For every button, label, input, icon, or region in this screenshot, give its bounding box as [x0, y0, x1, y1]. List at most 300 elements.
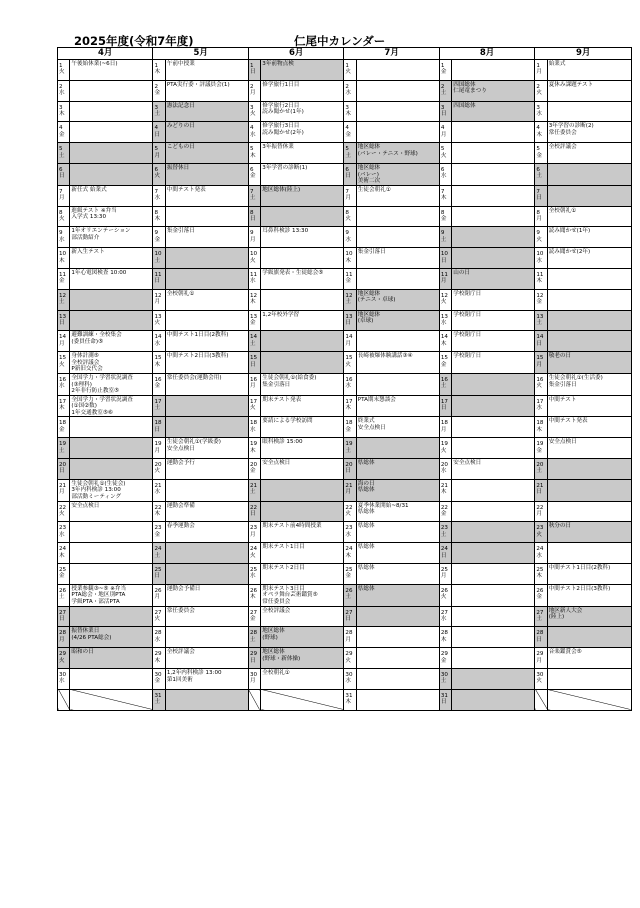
day-cell	[58, 227, 70, 248]
weekday-label: 火	[249, 111, 256, 117]
day-cell	[535, 648, 547, 669]
weekday-label: 水	[345, 678, 352, 685]
weekday-label: 月	[440, 131, 447, 138]
day-number: 4	[345, 125, 349, 132]
calendar-row	[58, 395, 632, 417]
weekday-label: 金	[249, 616, 256, 623]
weekday-label: 火	[536, 90, 542, 97]
event-cell: 避難訓練・全校集会 (委員任命)⑤	[70, 331, 153, 352]
day-number: 16	[249, 376, 258, 383]
calendar-body	[58, 60, 632, 711]
weekday-label: 火	[536, 531, 542, 538]
weekday-label: 木	[440, 489, 447, 496]
event-cell: 3年学習の診断(1)	[261, 163, 344, 185]
event-cell: 修学旅行3日目 読み聞かせ(2年)	[261, 122, 344, 143]
event-cell: 学校閉庁日	[452, 331, 535, 352]
event-cell: 県総体	[356, 522, 439, 543]
event-cell	[452, 522, 535, 543]
day-cell	[58, 606, 70, 627]
event-cell: 耳鼻科検診 13:30	[261, 227, 344, 248]
day-cell	[58, 438, 70, 459]
day-cell	[344, 101, 356, 122]
weekday-label: 木	[154, 511, 161, 518]
weekday-label: 日	[345, 173, 352, 180]
weekday-label: 水	[249, 131, 256, 138]
weekday-label: 木	[249, 152, 256, 159]
day-number: 5	[345, 146, 349, 153]
event-cell	[70, 543, 153, 564]
day-cell	[58, 417, 70, 438]
day-cell	[344, 669, 356, 690]
day-cell	[58, 564, 70, 585]
event-cell: 全校評議会	[165, 648, 248, 669]
day-cell	[535, 606, 547, 627]
month-header-row	[58, 48, 632, 60]
day-number: 28	[154, 630, 162, 637]
day-number: 10	[249, 251, 258, 258]
weekday-label: 火	[345, 361, 352, 368]
day-cell	[248, 163, 260, 185]
day-number: 2	[59, 83, 63, 90]
event-cell	[70, 143, 153, 164]
day-cell	[153, 584, 165, 606]
day-cell	[535, 163, 547, 185]
day-cell	[439, 143, 451, 164]
day-cell	[439, 648, 451, 669]
weekday-label: 日	[154, 131, 161, 138]
day-cell	[248, 101, 260, 122]
day-number: 13	[59, 313, 67, 320]
calendar-row	[58, 669, 632, 690]
day-cell	[153, 143, 165, 164]
day-number: 11	[249, 271, 258, 278]
day-cell	[344, 627, 356, 648]
weekday-label: 日	[440, 405, 447, 412]
day-cell	[153, 206, 165, 227]
day-number: 8	[536, 209, 540, 216]
event-cell: 常任委員会	[165, 606, 248, 627]
event-cell: 新任式 始業式	[70, 185, 153, 206]
weekday-label: 金	[536, 594, 542, 601]
day-number: 15	[536, 355, 544, 362]
event-cell	[70, 80, 153, 101]
event-cell: 新入生テスト	[70, 248, 153, 269]
day-cell	[344, 331, 356, 352]
day-cell	[535, 373, 547, 395]
event-cell	[70, 122, 153, 143]
day-cell	[248, 479, 260, 501]
calendar-row	[58, 206, 632, 227]
calendar-row	[58, 479, 632, 501]
day-number: 11	[154, 271, 162, 278]
weekday-label: 木	[345, 552, 352, 559]
day-number: 25	[249, 567, 258, 574]
day-number: 9	[345, 230, 349, 237]
day-number: 6	[249, 166, 254, 173]
day-number: 8	[440, 209, 445, 216]
weekday-label: 土	[440, 678, 447, 685]
event-cell: 生徒会朝礼①(生徒会) 3年内科検診 13:00 部活動ミーティング	[70, 479, 153, 501]
day-cell	[58, 268, 70, 289]
day-cell	[535, 227, 547, 248]
event-cell	[165, 395, 248, 417]
event-cell: 安全点検日	[547, 438, 631, 459]
day-number: 14	[440, 334, 448, 341]
day-cell	[439, 479, 451, 501]
day-cell	[344, 268, 356, 289]
event-cell	[261, 331, 344, 352]
calendar-row	[58, 248, 632, 269]
day-cell	[153, 459, 165, 480]
weekday-label: 日	[536, 636, 542, 643]
event-cell	[70, 163, 153, 185]
weekday-label: 月	[154, 594, 161, 601]
day-number: 1	[536, 63, 540, 69]
day-number: 14	[536, 334, 544, 341]
weekday-label: 木	[249, 299, 256, 306]
event-cell: 振替休日	[165, 163, 248, 185]
day-number: 13	[154, 313, 162, 320]
event-cell	[452, 248, 535, 269]
event-cell	[547, 669, 631, 690]
day-number: 6	[154, 166, 159, 173]
day-cell	[248, 122, 260, 143]
event-cell	[547, 501, 631, 522]
calendar-row	[58, 627, 632, 648]
day-cell	[439, 501, 451, 522]
event-cell: 地区総体 (卓球)	[356, 310, 439, 331]
day-number: 8	[249, 209, 254, 216]
day-cell	[535, 289, 547, 310]
day-number: 26	[536, 587, 544, 594]
event-cell: PTA期末懇談会	[356, 395, 439, 417]
event-cell	[261, 479, 344, 501]
weekday-label: 土	[536, 319, 542, 326]
weekday-label: 土	[249, 195, 256, 202]
day-number: 16	[536, 376, 544, 383]
day-number: 31	[345, 692, 353, 699]
day-number: 28	[345, 630, 353, 637]
weekday-label: 金	[345, 426, 352, 433]
day-cell	[344, 122, 356, 143]
day-cell	[344, 289, 356, 310]
day-cell	[58, 101, 70, 122]
weekday-label: 火	[59, 215, 65, 222]
weekday-label: 金	[154, 90, 161, 97]
weekday-label: 金	[345, 131, 352, 138]
day-cell	[58, 373, 70, 395]
weekday-label: 月	[249, 531, 256, 538]
day-number: 17	[536, 398, 544, 405]
weekday-label: 水	[345, 531, 352, 538]
day-cell	[535, 122, 547, 143]
event-cell: 安全点検日	[261, 459, 344, 480]
event-cell	[356, 206, 439, 227]
event-cell: 1,2年校外学習	[261, 310, 344, 331]
event-cell	[547, 543, 631, 564]
event-cell: 午後始休業(~6日)	[70, 60, 153, 81]
day-number: 21	[154, 482, 162, 489]
day-number: 2	[345, 83, 349, 90]
event-cell	[452, 648, 535, 669]
day-cell	[153, 248, 165, 269]
day-cell	[153, 501, 165, 522]
day-number: 14	[154, 334, 162, 341]
event-cell: 期末テスト1日目	[261, 543, 344, 564]
day-number: 12	[59, 292, 67, 299]
event-cell: 地区総体(陸上)	[261, 185, 344, 206]
event-cell: 全国学力・学習状況調査 (①国②数) 1年交通教室⑤⑥	[70, 395, 153, 417]
weekday-label: 月	[59, 195, 65, 202]
calendar-row	[58, 543, 632, 564]
event-cell: 長崎被爆体験講話③④	[356, 352, 439, 374]
day-number: 29	[536, 651, 544, 658]
day-cell	[153, 564, 165, 585]
day-number: 6	[59, 166, 63, 173]
event-cell	[70, 459, 153, 480]
day-number: 20	[59, 462, 67, 469]
weekday-label: 木	[154, 69, 161, 76]
day-cell	[153, 60, 165, 81]
weekday-label: 金	[440, 361, 447, 368]
day-number: 3	[536, 104, 540, 111]
event-cell: 海の日 県総体	[356, 479, 439, 501]
day-number: 17	[154, 398, 162, 405]
day-number: 7	[536, 188, 540, 195]
weekday-label: 日	[440, 111, 447, 117]
day-number: 9	[154, 230, 159, 237]
weekday-label: 木	[154, 657, 161, 664]
day-cell	[344, 373, 356, 395]
event-cell: 終業式 安全点検日	[356, 417, 439, 438]
weekday-label: 水	[536, 552, 542, 559]
weekday-label: 金	[59, 573, 65, 580]
calendar-row	[58, 689, 632, 710]
day-cell	[439, 606, 451, 627]
event-cell	[452, 227, 535, 248]
event-cell: 地区総体 (バレー・テニス・野球)	[356, 143, 439, 164]
event-cell: 期末テスト発表	[261, 395, 344, 417]
event-cell	[356, 268, 439, 289]
day-number: 9	[536, 230, 540, 237]
weekday-label: 月	[154, 299, 161, 306]
event-cell	[165, 310, 248, 331]
day-cell	[535, 501, 547, 522]
weekday-label: 日	[345, 468, 352, 475]
day-cell	[248, 501, 260, 522]
day-number: 21	[345, 482, 353, 489]
day-number: 22	[440, 504, 448, 511]
event-cell	[547, 185, 631, 206]
day-cell	[344, 395, 356, 417]
event-cell	[165, 248, 248, 269]
day-cell	[439, 227, 451, 248]
day-number: 3	[59, 104, 63, 111]
event-cell: PTA実行委・評議員会(1)	[165, 80, 248, 101]
weekday-label: 土	[345, 594, 352, 601]
day-cell	[248, 606, 260, 627]
event-cell: 地区総体 (テニス・卓球)	[356, 289, 439, 310]
day-number: 28	[440, 630, 448, 637]
day-cell	[439, 584, 451, 606]
day-number: 30	[536, 672, 544, 679]
weekday-label: 土	[249, 340, 256, 347]
event-cell	[165, 627, 248, 648]
day-number: 18	[536, 420, 544, 427]
event-cell: 四国総体 仁尾竜まつり	[452, 80, 535, 101]
day-cell	[439, 248, 451, 269]
day-number: 11	[536, 271, 544, 278]
weekday-label: 火	[440, 447, 447, 454]
weekday-label: 火	[536, 383, 542, 390]
event-cell: 読み聞かせ(1年)	[547, 227, 631, 248]
day-cell	[248, 268, 260, 289]
calendar-title: 仁尾中カレンダー	[294, 34, 386, 48]
day-cell	[344, 584, 356, 606]
weekday-label: 土	[59, 152, 65, 159]
event-cell	[356, 122, 439, 143]
day-cell	[344, 80, 356, 101]
day-number: 4	[536, 125, 540, 132]
weekday-label: 火	[59, 657, 65, 664]
calendar-row	[58, 373, 632, 395]
event-cell	[356, 606, 439, 627]
calendar-row	[58, 459, 632, 480]
weekday-label: 月	[536, 657, 542, 664]
day-cell	[344, 310, 356, 331]
day-cell	[153, 373, 165, 395]
weekday-label: 土	[249, 636, 256, 643]
weekday-label: 金	[59, 131, 65, 138]
event-cell: 修学旅行1日目	[261, 80, 344, 101]
day-cell	[58, 352, 70, 374]
weekday-label: 金	[345, 573, 352, 580]
day-cell	[153, 310, 165, 331]
month-header: 9月	[535, 48, 632, 60]
event-cell: 安全点検日	[452, 459, 535, 480]
day-cell	[153, 268, 165, 289]
day-cell	[344, 417, 356, 438]
weekday-label: 月	[345, 636, 352, 643]
month-header: 6月	[248, 48, 343, 60]
event-cell: 学級旗発表・生徒総会⑤	[261, 268, 344, 289]
day-number: 25	[154, 567, 162, 574]
calendar-row	[58, 331, 632, 352]
day-number: 13	[249, 313, 258, 320]
event-cell: 県総体	[356, 584, 439, 606]
weekday-label: 木	[154, 361, 161, 368]
day-number: 20	[440, 462, 448, 469]
day-cell	[535, 543, 547, 564]
day-number: 27	[440, 609, 448, 616]
calendar-row	[58, 143, 632, 164]
event-cell: 期末テスト3日目 オペラ舞台芸術鑑賞⑤ 常任委員会	[261, 584, 344, 606]
event-cell	[452, 501, 535, 522]
weekday-label: 土	[154, 699, 161, 706]
weekday-label: 金	[59, 426, 65, 433]
day-number: 30	[345, 672, 353, 679]
event-cell	[356, 60, 439, 81]
day-cell	[344, 501, 356, 522]
weekday-label: 水	[154, 489, 161, 496]
day-number: 16	[345, 376, 353, 383]
day-number: 19	[536, 441, 544, 448]
event-cell: 全校評議会	[261, 606, 344, 627]
day-number: 9	[59, 230, 63, 237]
month-header: 7月	[344, 48, 439, 60]
weekday-label: 水	[59, 90, 65, 97]
day-cell	[58, 248, 70, 269]
weekday-label: 水	[440, 319, 447, 326]
weekday-label: 木	[345, 111, 352, 117]
day-cell	[58, 80, 70, 101]
day-cell	[439, 60, 451, 81]
event-cell	[547, 479, 631, 501]
calendar-table	[57, 47, 632, 711]
day-number: 1	[249, 63, 254, 69]
day-cell	[58, 648, 70, 669]
weekday-label: 木	[345, 699, 352, 706]
weekday-label: 水	[345, 236, 352, 243]
weekday-label: 日	[59, 173, 65, 180]
day-cell	[153, 331, 165, 352]
day-cell	[439, 331, 451, 352]
day-cell	[535, 331, 547, 352]
weekday-label: 火	[59, 511, 65, 518]
weekday-label: 日	[440, 699, 447, 706]
day-number: 27	[154, 609, 162, 616]
day-cell	[58, 395, 70, 417]
day-cell	[248, 522, 260, 543]
event-cell	[356, 669, 439, 690]
day-number: 9	[249, 230, 254, 237]
day-cell	[535, 459, 547, 480]
weekday-label: 木	[345, 405, 352, 412]
day-number: 25	[345, 567, 353, 574]
day-number: 15	[59, 355, 67, 362]
weekday-label: 金	[154, 678, 161, 685]
event-cell: 3年振替休業	[261, 143, 344, 164]
day-number: 26	[345, 587, 353, 594]
day-cell	[58, 310, 70, 331]
event-cell	[452, 206, 535, 227]
day-number: 18	[59, 420, 67, 427]
weekday-label: 金	[536, 152, 542, 159]
event-cell: 午前中授業	[165, 60, 248, 81]
event-cell	[261, 248, 344, 269]
day-number: 10	[59, 251, 67, 258]
day-cell	[58, 479, 70, 501]
day-cell	[344, 648, 356, 669]
weekday-label: 火	[154, 468, 161, 475]
weekday-label: 火	[345, 69, 352, 76]
day-number: 19	[345, 441, 353, 448]
event-cell	[70, 438, 153, 459]
day-cell	[248, 627, 260, 648]
calendar-row	[58, 648, 632, 669]
day-number: 31	[440, 692, 448, 699]
event-cell	[356, 331, 439, 352]
calendar-row	[58, 101, 632, 122]
day-cell	[535, 268, 547, 289]
day-cell	[153, 289, 165, 310]
weekday-label: 火	[249, 405, 256, 412]
day-number: 7	[59, 188, 63, 195]
day-cell	[248, 206, 260, 227]
day-number: 1	[59, 63, 63, 69]
weekday-label: 土	[345, 447, 352, 454]
weekday-label: 日	[536, 489, 542, 496]
